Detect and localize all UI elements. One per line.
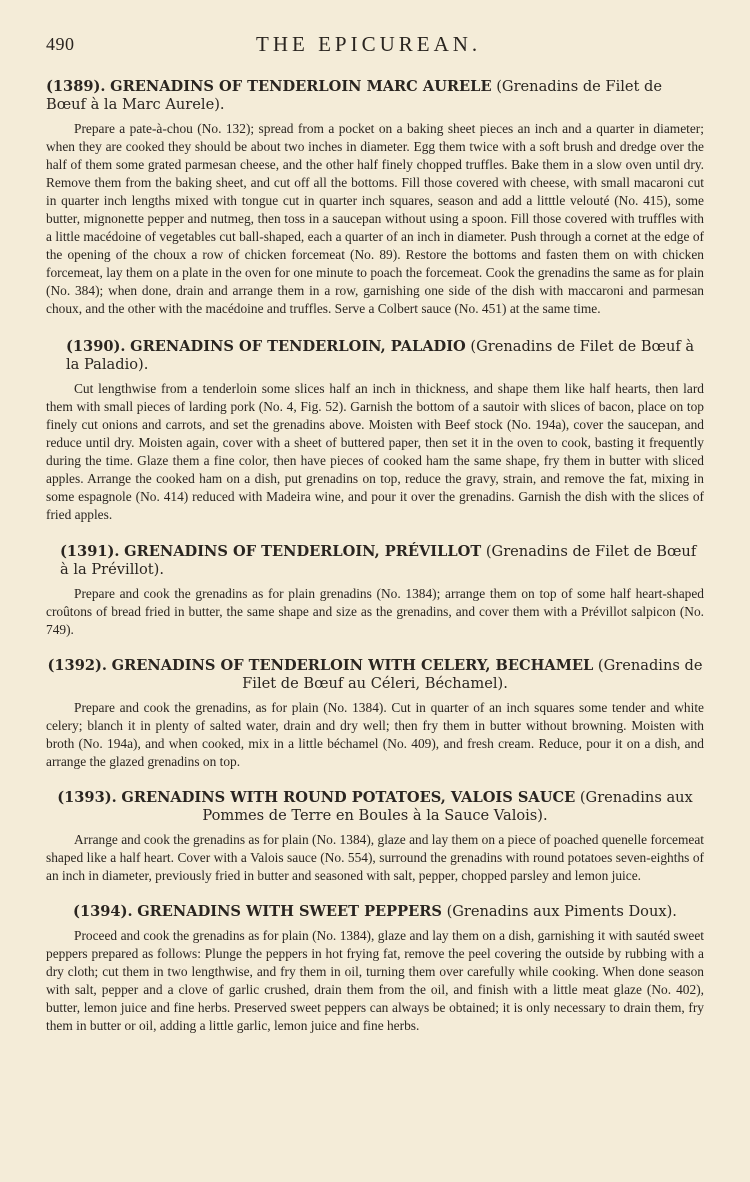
recipe-french-name: (Grenadins aux Pommes de Terre en Boules à la Sauce Valois). (202, 789, 693, 824)
recipe-1394 (46, 903, 704, 1035)
recipe-name: GRENADINS WITH ROUND POTATOES, VALOIS SAUCE (121, 789, 576, 806)
recipe-heading (46, 338, 704, 374)
recipe-name: GRENADINS OF TENDERLOIN MARC AURELE (110, 78, 492, 95)
recipe-1390 (46, 338, 704, 524)
page-content (46, 78, 704, 1035)
running-title: THE EPICUREAN. (256, 32, 482, 56)
recipe-heading (46, 543, 704, 579)
page-number: 490 (46, 34, 75, 54)
recipe-number: (1389). (46, 78, 106, 95)
recipe-heading (46, 657, 704, 693)
recipe-name: GRENADINS OF TENDERLOIN, PRÉVILLOT (124, 543, 482, 560)
recipe-body: Cut lengthwise from a tenderloin some slices half an inch in thickness, and shape them like half hearts, then lard them with small pieces of larding pork (No. 4, Fig. 52). Garnish the bottom of a sautoir with slices of bacon, place on top finely cut onions and carrots, and set the grenadins above. Moisten with Beef stock (No. 194a), cover the saucepan, and reduce until dry. Moisten again, cover with a sheet of buttered paper, then set it in the oven to cook, basting it frequently during the time. Glaze them a fine color, then have pieces of cooked ham the same shape, fry them in butter with sliced apples. Arrange the cooked ham on a dish, put grenadins on top, reduce the gravy, strain, and remove the fat, mixing in some espagnole (No. 414) reduced with Madeira wine, and pour it over the grenadins. Garnish the dish with the slices of fried apples. (46, 381, 704, 522)
recipe-body: Prepare and cook the grenadins as for plain grenadins (No. 1384); arrange them on top of some half heart-shaped croûtons of bread fried in butter, the same shape and size as the grenadins, and cover them with a Prévillot salpicon (No. 749). (46, 586, 704, 637)
recipe-body: Proceed and cook the grenadins as for plain (No. 1384), glaze and lay them on a dish, garnishing it with sautéd sweet peppers prepared as follows: Plunge the peppers in hot frying fat, remove the peel covering the outside by rubbing with a dry cloth; cut them in two lengthwise, and fry them in oil, turning them over carefully while cooking. When done season with salt, pepper and a clove of garlic crushed, drain them from the oil, and finish with a little meat glaze (No. 402), butter, lemon juice and fine herbs. Preserved sweet peppers can always be obtained; it is only necessary to drain them, fry them in butter or oil, adding a little garlic, lemon juice and fine herbs. (46, 928, 704, 1033)
recipe-number: (1394). (73, 903, 133, 920)
recipe-1393 (46, 789, 704, 885)
recipe-heading (46, 78, 704, 114)
recipe-french-name: (Grenadins de Filet de Bœuf au Céleri, Béchamel). (242, 657, 703, 692)
recipe-heading (46, 903, 704, 921)
recipe-name: GRENADINS WITH SWEET PEPPERS (137, 903, 442, 920)
recipe-french-name: (Grenadins de Filet de Bœuf à la Prévillot). (60, 543, 697, 578)
recipe-1391 (46, 543, 704, 639)
recipe-body: Arrange and cook the grenadins as for plain (No. 1384), glaze and lay them on a piece of poached quenelle forcemeat shaped like a half heart. Cover with a Valois sauce (No. 554), surround the grenadins with round potatoes seven-eighths of an inch in diameter, previously fried in butter and seasoned with salt, pepper, chopped parsley and lemon juice. (46, 832, 704, 883)
recipe-number: (1391). (60, 543, 120, 560)
recipe-1392 (46, 657, 704, 771)
recipe-number: (1393). (57, 789, 117, 806)
recipe-body: Prepare and cook the grenadins, as for plain (No. 1384). Cut in quarter of an inch squares some tender and white celery; blanch it in plenty of salted water, drain and dry well; then fry them in butter without browning. Moisten with broth (No. 194a), and when cooked, mix in a little béchamel (No. 409), and fresh cream. Reduce, pour it on a dish, and arrange the glazed grenadins on top. (46, 700, 704, 769)
recipe-french-name: (Grenadins aux Piments Doux). (446, 903, 677, 920)
recipe-number: (1390). (66, 338, 126, 355)
recipe-1389 (46, 78, 704, 318)
recipe-french-name: (Grenadins de Filet de Bœuf à la Paladio). (66, 338, 695, 373)
recipe-body: Prepare a pate-à-chou (No. 132); spread from a pocket on a baking sheet pieces an inch and a quarter in diameter; when they are cooked they should be about two inches in diameter. Egg them twice with a soft brush and dredge over the half of them some grated parmesan cheese, and the other half finely chopped truffles. Bake them in a slow oven until dry. Remove them from the baking sheet, and cut off all the bottoms. Fill those covered with cheese, with small macaroni cut in quarter inch lengths mixed with tongue cut in quarter inch squares, season and add a litttle velouté (No. 415), some butter, mignonette pepper and nutmeg, then toss in a saucepan without using a spoon. Fill those covered with truffles with a little macédoine of vegetables cut ball-shaped, each a quarter of an inch in diameter. Push through a cornet at the edge of the opening of the choux a row of chicken forcemeat (No. 89). Restore the bottoms and fasten them on with chicken forcemeat, lay them on a plate in the oven for one minute to poach the forcemeat. Cook the grenadins the same as for plain (No. 384); when done, drain and arrange them in a row, garnishing one side of the dish with maccaroni and parmesan choux, and the other with the macédoine and truffles. Serve a Colbert sauce (No. 451) at the same time. (46, 121, 704, 316)
recipe-name: GRENADINS OF TENDERLOIN WITH CELERY, BECHAMEL (111, 657, 594, 674)
running-head (46, 30, 704, 60)
recipe-name: GRENADINS OF TENDERLOIN, PALADIO (130, 338, 466, 355)
recipe-number: (1392). (47, 657, 108, 674)
recipe-french-name: (Grenadins de Filet de Bœuf à la Marc Aurele). (46, 78, 663, 113)
recipe-heading (46, 789, 704, 825)
